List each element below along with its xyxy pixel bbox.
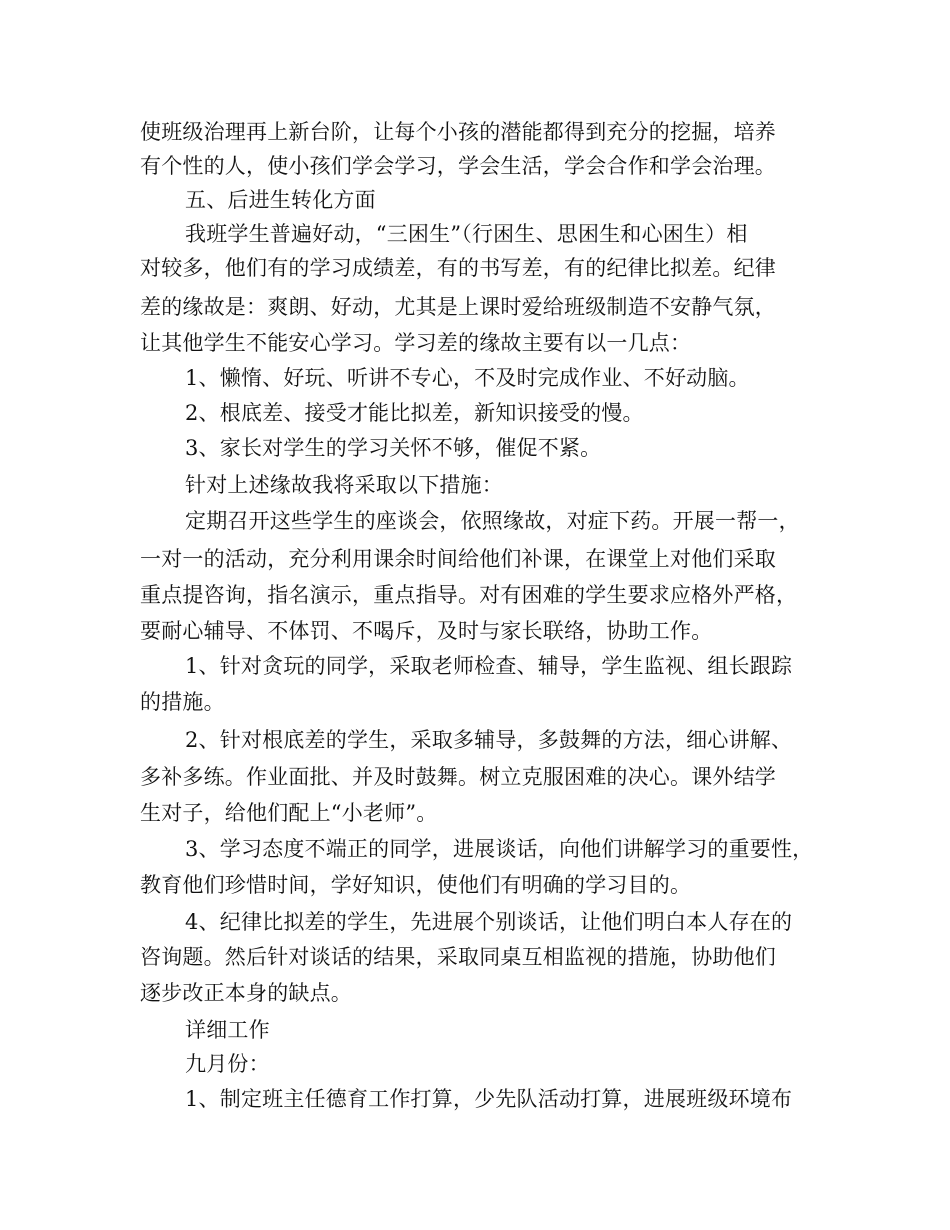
text-line: 1、懒惰、好玩、听讲不专心，不及时完成作业、不好动脑。 [185,366,750,390]
text-line: 1、制定班主任德育工作打算，少先队活动打算，进展班级环境布 [185,1087,793,1111]
text-line: 生对子，给他们配上“小老师”。 [140,801,438,825]
text-line: 定期召开这些学生的座谈会，依照缘故，对症下药。开展一帮一， [185,509,800,533]
text-line: 2、针对根底差的学生，采取多辅导，多鼓舞的方法，细心讲解、 [185,728,793,752]
text-line: 让其他学生不能安心学习。学习差的缘故主要有以一几点： [140,331,692,355]
text-line: 1、针对贪玩的同学，采取老师检查、辅导，学生监视、组长跟踪 [185,654,793,678]
month-heading: 九月份： [185,1052,270,1076]
text-line: 要耐心辅导、不体罚、不喝斥，及时与家长联络，协助工作。 [140,619,713,643]
text-line: 多补多练。作业面批、并及时鼓舞。树立克服困难的决心。课外结学 [140,765,776,789]
section-heading: 五、后进生转化方面 [185,188,376,212]
section-heading: 详细工作 [185,1018,270,1042]
text-line: 咨询题。然后针对谈话的结果，采取同桌互相监视的措施，协助他们 [140,945,776,969]
text-line: 2、根底差、接受才能比拟差，新知识接受的慢。 [185,401,644,425]
text-line: 3、学习态度不端正的同学，进展谈话，向他们讲解学习的重要性， [185,837,814,861]
text-line: 一对一的活动，充分利用课余时间给他们补课，在课堂上对他们采取 [140,547,776,571]
text-line: 4、纪律比拟差的学生，先进展个别谈话，让他们明白本人存在的 [185,910,793,934]
text-line: 有个性的人，使小孩们学会学习，学会生活，学会合作和学会治理。 [140,154,776,178]
text-line: 对较多，他们有的学习成绩差，有的书写差，有的纪律比拟差。纪律 [140,256,776,280]
text-line: 针对上述缘故我将采取以下措施： [185,473,503,497]
text-line: 重点提咨询，指名演示，重点指导。对有困难的学生要求应格外严格， [140,583,798,607]
text-line: 使班级治理再上新台阶，让每个小孩的潜能都得到充分的挖掘，培养 [140,120,776,144]
text-line: 3、家长对学生的学习关怀不够，催促不紧。 [185,436,602,460]
text-line: 教育他们珍惜时间，学好知识，使他们有明确的学习目的。 [140,873,692,897]
text-line: 的措施。 [140,690,225,714]
text-line: 我班学生普遍好动，“三困生”（行困生、思困生和心困生）相 [185,222,748,246]
text-line: 差的缘故是：爽朗、好动，尤其是上课时爱给班级制造不安静气氛， [140,295,776,319]
text-line: 逐步改正本身的缺点。 [140,981,352,1005]
